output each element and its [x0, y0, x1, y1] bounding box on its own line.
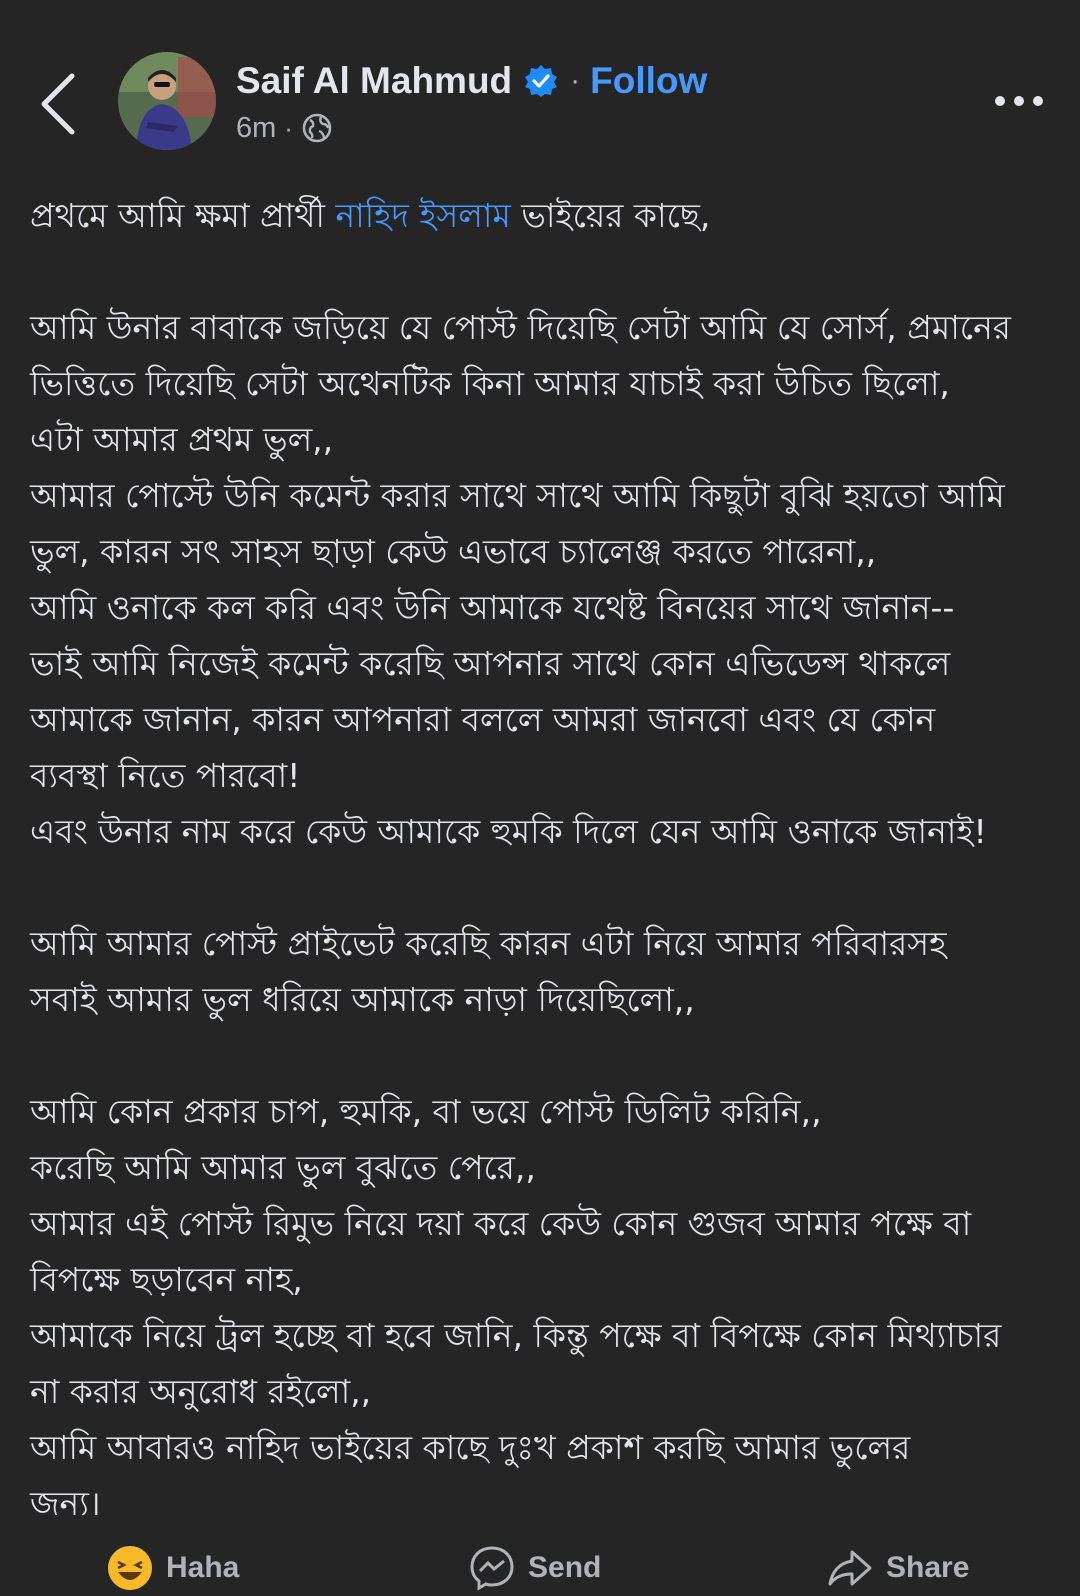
share-arrow-icon — [826, 1544, 874, 1592]
post-line — [30, 188, 1050, 244]
paragraph-gap — [30, 244, 1050, 300]
post-line: আমি কোন প্রকার চাপ, হুমকি, বা ভয়ে পোস্ট ডিলিট করিনি,, — [30, 1092, 822, 1131]
reaction-button[interactable] — [106, 1544, 239, 1592]
post-line: ভুল, কারন সৎ সাহস ছাড়া কেউ এভাবে চ্যালেঞ্জ করতে পারেনা,, — [30, 532, 877, 571]
post-line: আমার পোস্টে উনি কমেন্ট করার সাথে সাথে আমি কিছুটা বুঝি হয়তো আমি — [30, 476, 1005, 515]
author-avatar[interactable] — [118, 52, 216, 150]
messenger-send-icon — [468, 1544, 516, 1592]
post-header — [0, 0, 1080, 170]
post-line: আমি ওনাকে কল করি এবং উনি আমাকে যথেষ্ট বিনয়ের সাথে জানান-- — [30, 588, 955, 627]
haha-emoji-icon — [106, 1544, 154, 1592]
post-line: না করার অনুরোধ রইলো,, — [30, 1372, 372, 1411]
post-body — [30, 188, 1050, 1532]
post-line: জন্য। — [30, 1484, 101, 1523]
meta-separator: · — [284, 112, 293, 143]
post-action-bar — [0, 1536, 1080, 1596]
post-line: ভাই আমি নিজেই কমেন্ট করেছি আপনার সাথে কোন এভিডেন্স থাকলে — [30, 644, 951, 683]
author-name[interactable]: Saif Al Mahmud — [236, 60, 513, 101]
post-line: এবং উনার নাম করে কেউ আমাকে হুমকি দিলে যেন আমি ওনাকে জানাই! — [30, 812, 987, 851]
post-line: ব্যবস্থা নিতে পারবো! — [30, 756, 301, 795]
mention-link[interactable]: নাহিদ ইসলাম — [335, 196, 511, 235]
post-line: আমি আমার পোস্ট প্রাইভেট করেছি কারন এটা নিয়ে আমার পরিবারসহ — [30, 924, 947, 963]
post-text: প্রথমে আমি ক্ষমা প্রার্থী — [30, 196, 336, 235]
post-meta-row — [236, 108, 333, 148]
name-separator: · — [570, 64, 581, 97]
post-line: আমি আবারও নাহিদ ভাইয়ের কাছে দুঃখ প্রকাশ করছি আমার ভুলের — [30, 1428, 911, 1467]
chevron-left-icon — [30, 62, 90, 142]
author-name-row — [236, 56, 707, 106]
post-timestamp[interactable]: 6m — [236, 111, 277, 144]
more-options-icon — [990, 84, 1050, 118]
more-options-button[interactable] — [990, 84, 1050, 118]
reaction-label: Haha — [166, 1551, 240, 1584]
post-line: আমার এই পোস্ট রিমুভ নিয়ে দয়া করে কেউ কোন গুজব আমার পক্ষে বা — [30, 1204, 972, 1243]
post-line: বিপক্ষে ছড়াবেন নাহ, — [30, 1260, 303, 1299]
post-line: সবাই আমার ভুল ধরিয়ে আমাকে নাড়া দিয়েছিলো,, — [30, 980, 695, 1019]
share-label: Share — [886, 1551, 970, 1584]
globe-icon — [301, 112, 333, 144]
share-button[interactable] — [826, 1544, 969, 1592]
paragraph-gap — [30, 1028, 1050, 1084]
author-photo — [118, 52, 216, 150]
send-label: Send — [528, 1551, 602, 1584]
post-line: আমি উনার বাবাকে জড়িয়ে যে পোস্ট দিয়েছি সেটা আমি যে সোর্স, প্রমানের — [30, 308, 1011, 347]
send-button[interactable] — [468, 1544, 601, 1592]
post-line: ভিত্তিতে দিয়েছি সেটা অথেনটিক কিনা আমার যাচাই করা উচিত ছিলো, — [30, 364, 950, 403]
post-line: আমাকে নিয়ে ট্রল হচ্ছে বা হবে জানি, কিন্তু পক্ষে বা বিপক্ষে কোন মিথ্যাচার — [30, 1316, 1002, 1355]
verified-badge-icon — [524, 64, 558, 98]
post-text: ভাইয়ের কাছে, — [510, 196, 711, 235]
follow-button[interactable]: Follow — [590, 60, 708, 101]
post-line: করেছি আমি আমার ভুল বুঝতে পেরে,, — [30, 1148, 536, 1187]
paragraph-gap — [30, 860, 1050, 916]
post-line: আমাকে জানান, কারন আপনারা বললে আমরা জানবো এবং যে কোন — [30, 700, 936, 739]
back-button[interactable] — [30, 62, 90, 142]
post-line: এটা আমার প্রথম ভুল,, — [30, 420, 334, 459]
